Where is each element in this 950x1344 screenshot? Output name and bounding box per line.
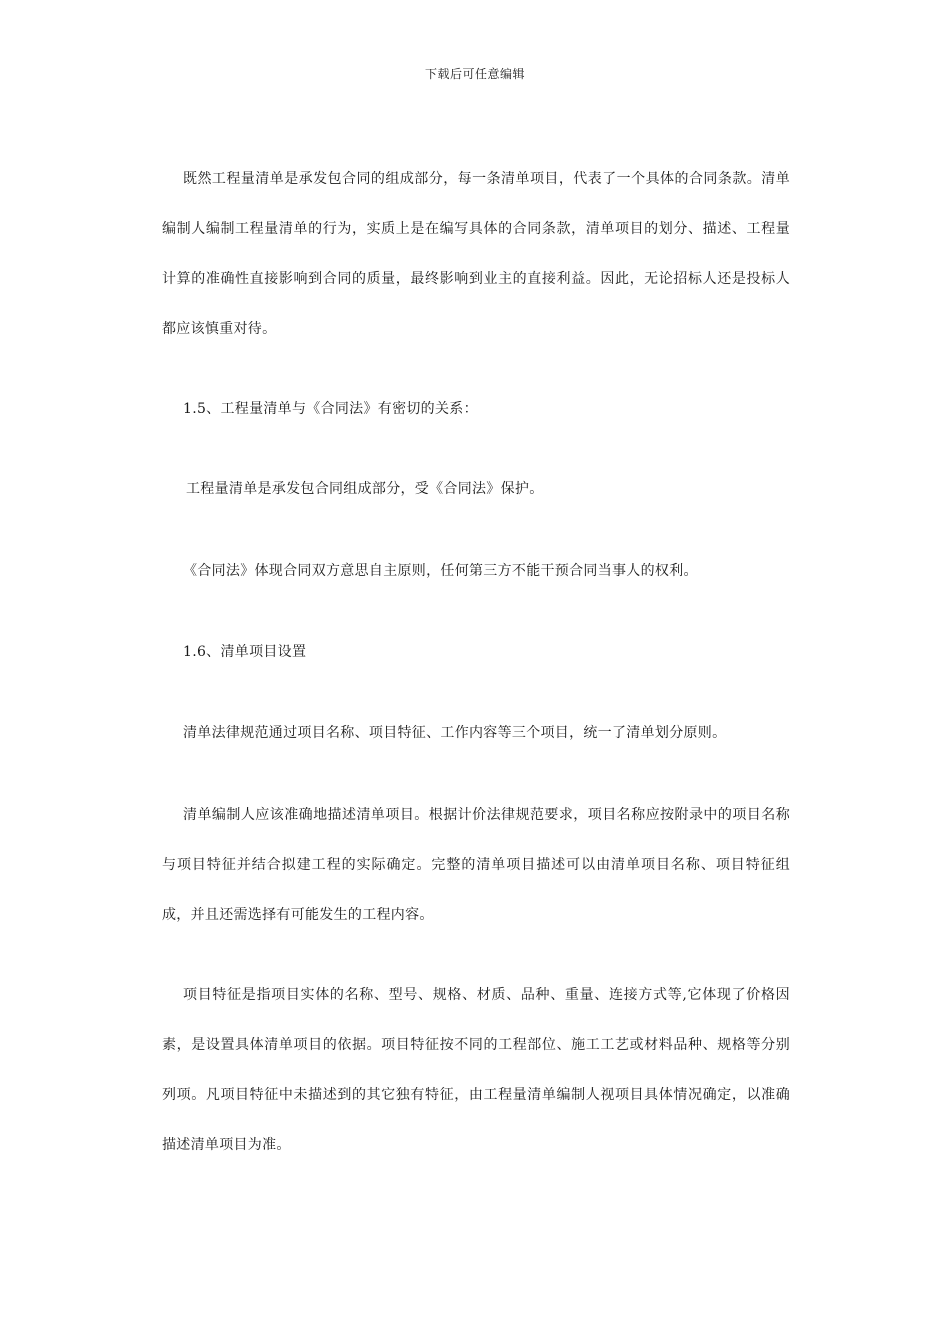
section-heading-1-5: 1.5、工程量清单与《合同法》有密切的关系： [183,401,478,417]
paragraph-item-features: 项目特征是指项目实体的名称、型号、规格、材质、品种、重量、连接方式等,它体现了价格因素，是设置具体清单项目的依据。项目特征按不同的工程部位、施工工艺或材料品种、规格等分别列项。凡项目特征中未描述到的其它独有特征，由工程量清单编制人视项目具体情况确定，以准确描述清单项目为准。 [162,987,790,1153]
section-heading-1-6: 1.6、清单项目设置 [183,644,307,660]
paragraph-contract-clause: 既然工程量清单是承发包合同的组成部分，每一条清单项目，代表了一个具体的合同条款。清单编制人编制工程量清单的行为，实质上是在编写具体的合同条款，清单项目的划分、描述、工程量计算的准确性直接影响到合同的质量，最终影响到业主的直接利益。因此，无论招标人还是投标人都应该慎重对待。 [162,171,790,337]
paragraph-item-description: 清单编制人应该准确地描述清单项目。根据计价法律规范要求，项目名称应按附录中的项目名称与项目特征并结合拟建工程的实际确定。完整的清单项目描述可以由清单项目名称、项目特征组成，并且还需选择有可能发生的工程内容。 [162,807,790,923]
paragraph-division-principle: 清单法律规范通过项目名称、项目特征、工作内容等三个项目，统一了清单划分原则。 [183,725,727,741]
paragraph-contract-component: 工程量清单是承发包合同组成部分，受《合同法》保护。 [186,481,544,497]
paragraph-contract-law: 《合同法》体现合同双方意思自主原则，任何第三方不能干预合同当事人的权利。 [183,563,698,579]
page-header: 下载后可任意编辑 [424,67,525,81]
